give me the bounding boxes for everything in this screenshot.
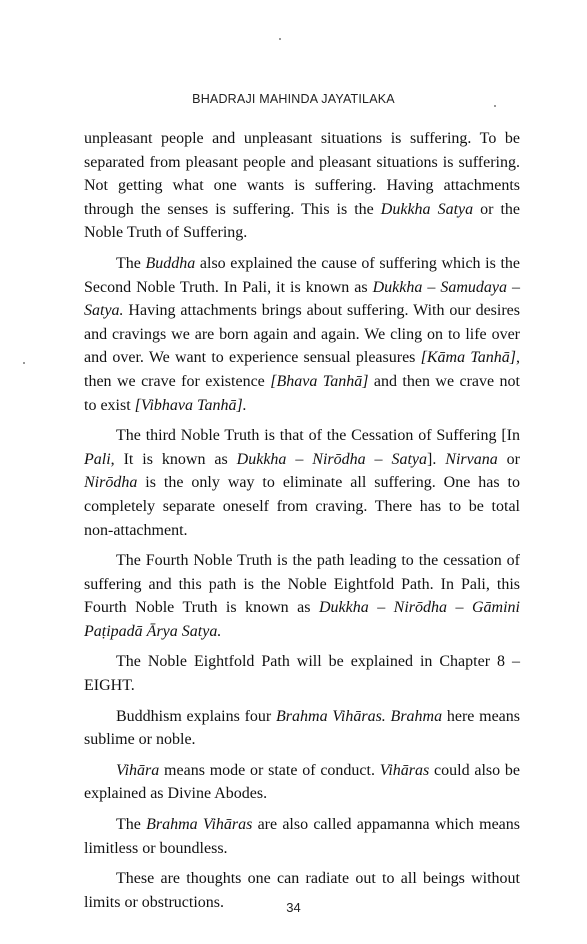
scan-speck xyxy=(279,38,281,40)
italic-term: Dukkha – Nirōdha – Satya xyxy=(236,450,428,468)
italic-term: Nirvana xyxy=(445,450,498,468)
text-run: The xyxy=(116,254,146,272)
paragraph xyxy=(84,127,520,245)
text-run: is the only way to eliminate all suffering. One has to completely separate oneself from craving. There has to be total non-attachment. xyxy=(84,474,520,539)
text-run: The xyxy=(116,816,147,834)
text-run: unpleasant people and unpleasant situations is suffering. To be separated from pleasant people and pleasant situations is suffering. Not getting what one wants is suffering. Having attachments through the senses is suffering. This is the xyxy=(84,130,520,218)
text-run: or the Noble Truth of Suffering. xyxy=(84,200,521,242)
italic-term: [Kāma Tanhā] xyxy=(420,349,517,367)
running-head: BHADRAJI MAHINDA JAYATILAKA xyxy=(192,92,395,106)
paragraph xyxy=(84,813,520,860)
page-number: 34 xyxy=(286,900,301,915)
text-run: The Noble Eightfold Path will be explained in Chapter 8 – EIGHT. xyxy=(84,653,520,695)
text-run: , It is known as xyxy=(110,450,237,468)
text-run: The Fourth Noble Truth is the path leading to the cessation of suffering and this path is the Noble Eightfold Path. In Pali, this Fourth Noble Truth is known as xyxy=(84,552,520,617)
paragraph xyxy=(84,650,520,697)
italic-term: Dukkha Satya xyxy=(380,200,474,218)
text-run: ]. xyxy=(427,450,446,468)
text-run: also explained the cause of suffering which is the Second Noble Truth. In Pali, it is known as xyxy=(84,254,520,296)
paragraph xyxy=(84,705,520,752)
text-run: , then we crave for existence xyxy=(84,349,521,390)
italic-term: [Vibhava Tanhā]. xyxy=(134,396,247,414)
italic-term: Brahma Vihāras xyxy=(146,816,253,834)
italic-term: Vihāras xyxy=(379,761,430,779)
paragraph xyxy=(84,424,520,542)
text-run: These are thoughts one can radiate out to all beings without limits or obstructions. xyxy=(84,870,520,911)
text-run: The third Noble Truth is that of the Cessation of Suffering [In xyxy=(116,427,520,445)
italic-term: [Bhava Tanhā] xyxy=(270,372,369,390)
text-run: means mode or state of conduct. xyxy=(159,761,380,779)
italic-term: Vihāra xyxy=(116,761,160,779)
italic-term: Dukkha – Nirōdha – Gāmini Paṭipadā Ārya Satya. xyxy=(84,599,520,640)
scan-speck xyxy=(494,105,496,107)
text-run: or xyxy=(497,450,521,468)
scan-speck xyxy=(23,362,25,364)
paragraph xyxy=(84,549,520,643)
italic-term: Brahma Vihāras. Brahma xyxy=(276,707,443,725)
italic-term: Dukkha – Samudaya – Satya. xyxy=(84,278,520,320)
text-run: Buddhism explains four xyxy=(116,707,277,725)
text-run: are also called appamanna which means limitless or boundless. xyxy=(84,816,520,857)
italic-term: Nirōdha xyxy=(84,474,138,492)
body-text xyxy=(84,127,520,921)
text-run: Having attachments brings about suffering. With our desires and cravings we are born again and again. We cling on to life over and over. We want to experience sensual pleasures xyxy=(84,302,520,367)
italic-term: Pali xyxy=(84,450,111,468)
paragraph xyxy=(84,252,520,417)
text-run: and then we crave not to exist xyxy=(84,372,520,414)
paragraph xyxy=(84,759,520,806)
text-run: here means sublime or noble. xyxy=(84,707,521,749)
italic-term: Buddha xyxy=(145,254,196,272)
text-run: could also be explained as Divine Abodes. xyxy=(84,761,521,803)
